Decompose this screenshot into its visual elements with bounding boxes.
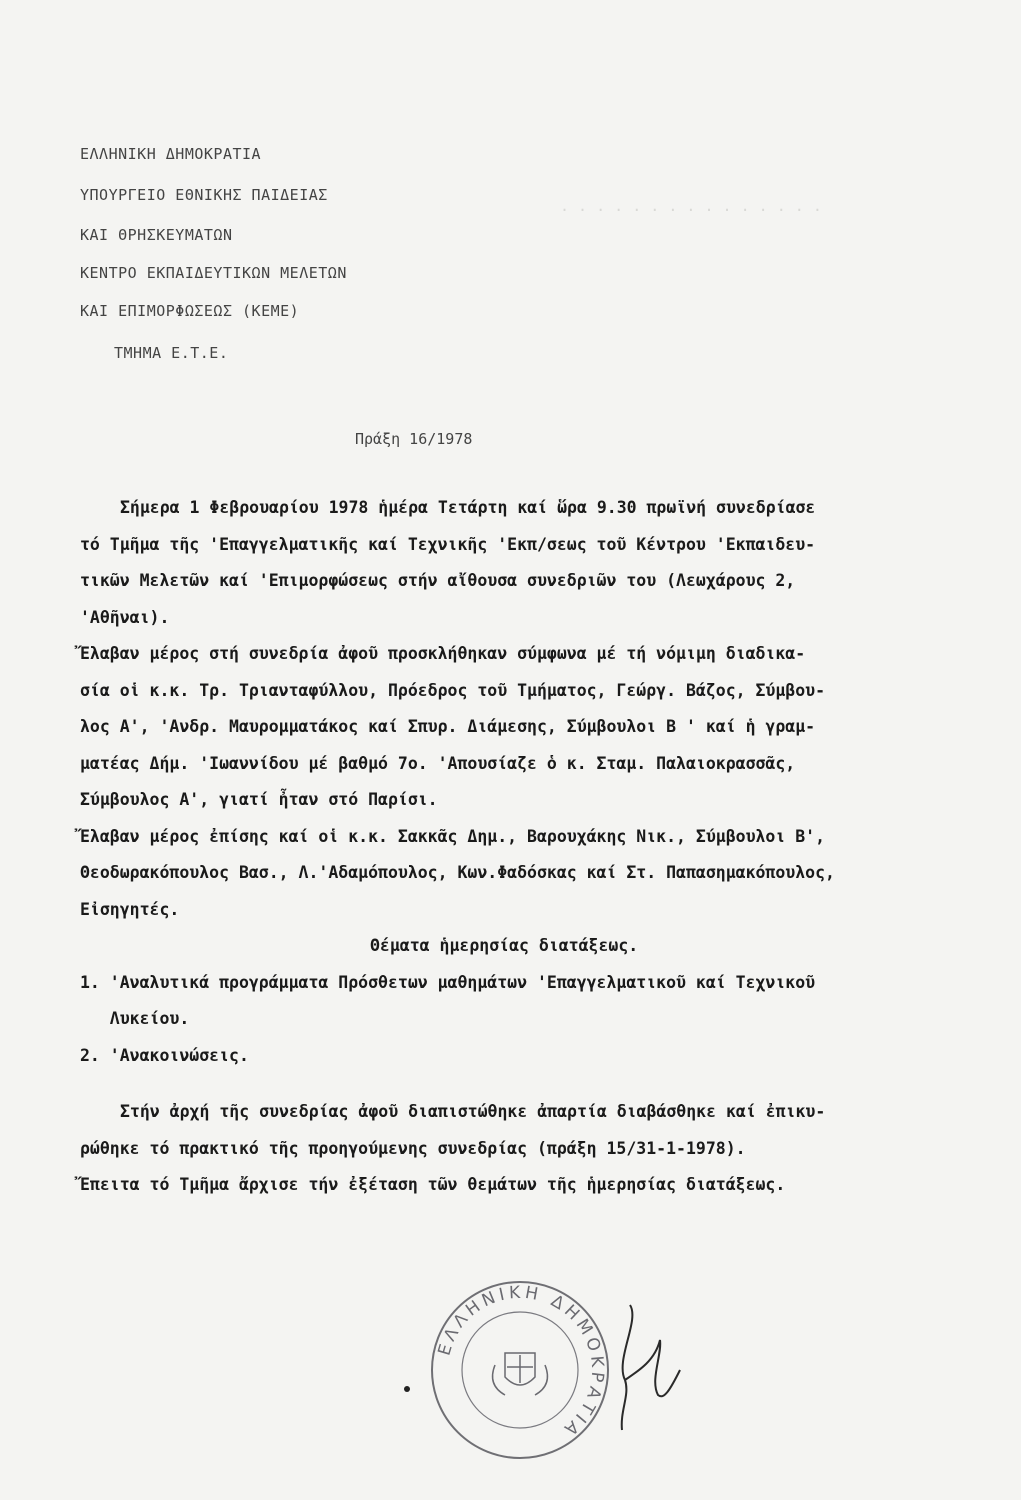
text-line: 'Αθῆναι). xyxy=(80,607,170,627)
bleed-through: . . . . . . . . . . . . . . . xyxy=(560,197,822,215)
text-line: ματέας Δήμ. 'Ιωαννίδου μέ βαθμό 7ο. 'Απουσίαζε ὁ κ. Σταμ. Παλαιοκρασσᾶς, xyxy=(80,753,796,773)
text-line: σία οἱ κ.κ. Τρ. Τριανταφύλλου, Πρόεδρος τοῦ Τμήματος, Γεώργ. Βάζος, Σύμβου- xyxy=(80,680,826,700)
text-line: λος Α', 'Ανδρ. Μαυρομματάκος καί Σπυρ. Διάμεσης, Σύμβουλοι Β ' καί ἡ γραμ- xyxy=(80,717,816,736)
text-line: Θεοδωρακόπουλος Βασ., Λ.'Αδαμόπουλος, Κων.Φαδόσκας καί Στ. Παπασημακόπουλος, xyxy=(80,863,835,882)
seal-text: ΕΛΛΗΝΙΚΗ ΔΗΜΟΚΡΑΤΙΑ xyxy=(434,1282,608,1442)
agenda-item: 1. 'Αναλυτικά προγράμματα Πρόσθετων μαθημάτων 'Επαγγελματικοῦ καί Τεχνικοῦ xyxy=(80,972,816,992)
ink-dot xyxy=(404,1386,410,1392)
official-seal xyxy=(425,1275,615,1465)
minutes-body xyxy=(80,493,950,1207)
text-line: Σήμερα 1 Φεβρουαρίου 1978 ἡμέρα Τετάρτη καί ὥρα 9.30 πρωϊνή συνεδρίασε xyxy=(120,498,816,517)
letterhead-line: ΕΛΛΗΝΙΚΗ ΔΗΜΟΚΡΑΤΙΑ xyxy=(80,145,262,163)
letterhead-line: ΤΜΗΜΑ Ε.Τ.Ε. xyxy=(114,344,229,362)
agenda-item: 2. 'Ανακοινώσεις. xyxy=(80,1045,249,1065)
letterhead-line: ΥΠΟΥΡΓΕΙΟ ΕΘΝΙΚΗΣ ΠΑΙΔΕΙΑΣ xyxy=(80,186,328,204)
agenda-heading: Θέματα ἡμερησίας διατάξεως. xyxy=(370,936,639,955)
letterhead-line: ΚΑΙ ΕΠΙΜΟΡΦΩΣΕΩΣ (ΚΕΜΕ) xyxy=(80,302,300,320)
text-line: Ἔλαβαν μέρος ἐπίσης καί οἱ κ.κ. Σακκᾶς Δημ., Βαρουχάκης Νικ., Σύμβουλοι Β', xyxy=(80,826,826,846)
agenda-item: Λυκείου. xyxy=(80,1009,190,1028)
document-title: Πράξη 16/1978 xyxy=(355,430,473,448)
letterhead-line: ΚΕΝΤΡΟ ΕΚΠΑΙΔΕΥΤΙΚΩΝ ΜΕΛΕΤΩΝ xyxy=(80,264,347,282)
text-line: Σύμβουλος Α', γιατί ἦταν στό Παρίσι. xyxy=(80,790,438,809)
text-line: ρώθηκε τό πρακτικό τῆς προηγούμενης συνεδρίας (πράξη 15/31-1-1978). xyxy=(80,1138,746,1158)
text-line: Στήν ἀρχή τῆς συνεδρίας ἀφοῦ διαπιστώθηκε ἀπαρτία διαβάσθηκε καί ἐπικυ- xyxy=(120,1102,826,1121)
coat-of-arms-icon xyxy=(493,1353,548,1395)
text-line: Ἔπειτα τό Τμῆμα ἄρχισε τήν ἐξέταση τῶν θεμάτων τῆς ἡμερησίας διατάξεως. xyxy=(80,1175,786,1194)
letterhead-line: ΚΑΙ ΘΡΗΣΚΕΥΜΑΤΩΝ xyxy=(80,226,233,244)
text-line: Εἰσηγητές. xyxy=(80,899,180,919)
text-line: τό Τμῆμα τῆς 'Επαγγελματικῆς καί Τεχνικῆς 'Εκπ/σεως τοῦ Κέντρου 'Εκπαιδευ- xyxy=(80,534,816,554)
text-line: τικῶν Μελετῶν καί 'Επιμορφώσεως στήν αἴθουσα συνεδριῶν του (Λεωχάρους 2, xyxy=(80,571,796,590)
signature xyxy=(600,1300,690,1440)
text-line: Ἔλαβαν μέρος στή συνεδρία ἀφοῦ προσκλήθηκαν σύμφωνα μέ τή νόμιμη διαδικα- xyxy=(80,644,806,663)
